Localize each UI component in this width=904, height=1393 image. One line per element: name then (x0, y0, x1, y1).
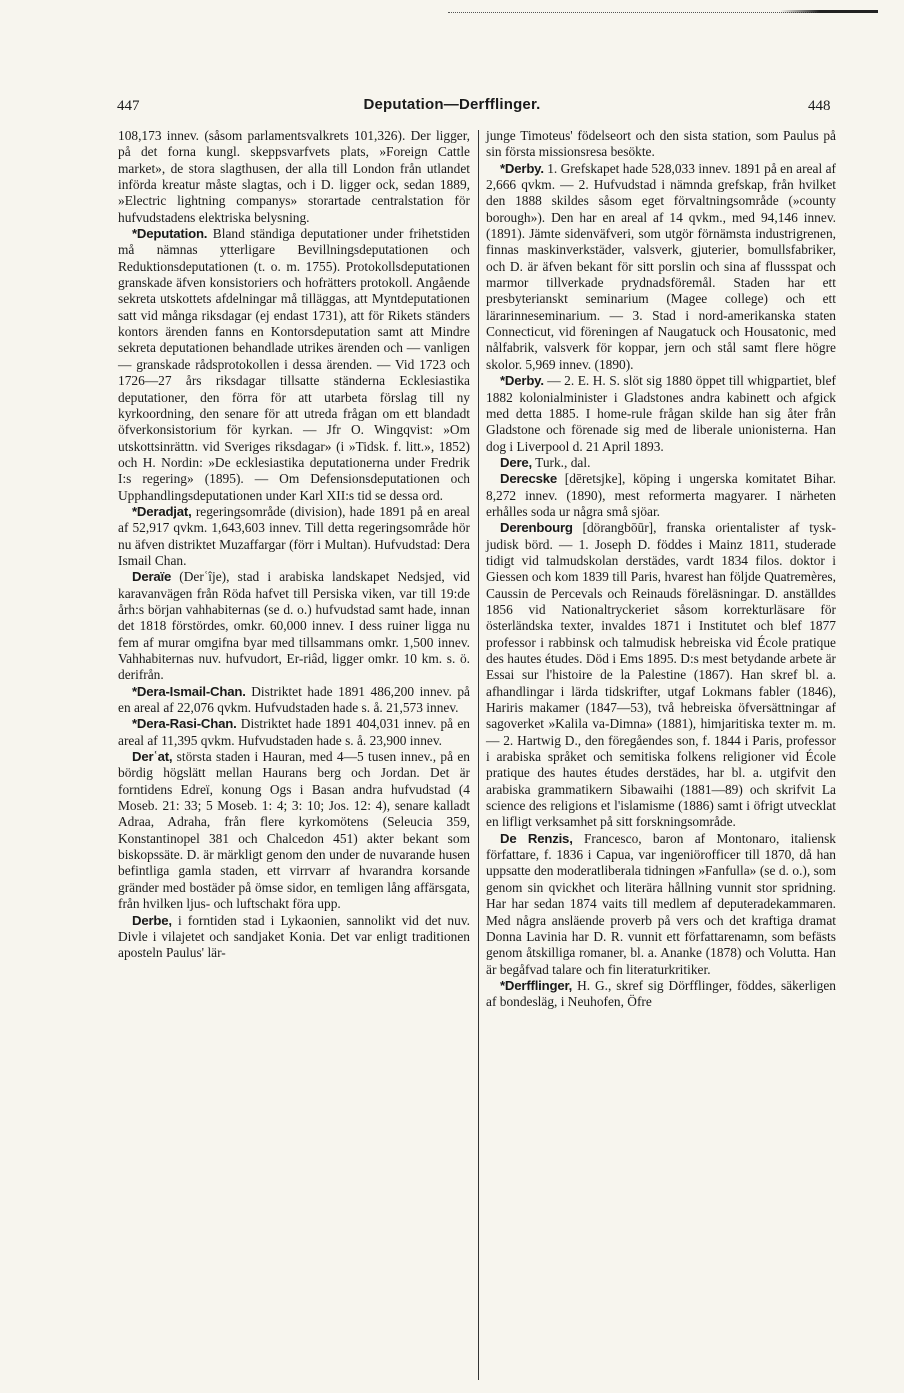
headword: *Derfflinger, (500, 977, 573, 993)
entry-derbe: Derbe, i forntiden stad i Lykaonien, sannolikt vid det nuv. Divle i vilajetet och sandjaket Konia. Det var enligt traditionen aposteln Paulus' lär- (118, 912, 470, 961)
headword: *Dera-Ismail-Chan. (132, 683, 246, 699)
headword: *Derby. (500, 373, 544, 389)
page-number-left: 447 (117, 98, 140, 114)
headword: Derecske (500, 471, 558, 487)
entry-derenbourg: Derenbourg [dörangbōūr], franska orientalister af tysk-judisk börd. — 1. Joseph D. föddes i Mainz 1811, studerade tidigt vid talmudskolan derstädes, vardt 1834 filos. doktor i Giessen och kom 1839 till Paris, hvarest han följde Quatremères, Caussin de Percevals och Reinauds föreläsningar. D. anställdes 1856 vid Nationaltryckeriet såsom korrekturläsare för österländska texter, invaldes 1871 i Institutet och blef 1877 professor i rabbinsk och talmudisk hebreiska vid École pratique des hautes études. Död i Ems 1895. D:s mest betydande arbete är Essai sur l'histoire de la Palestine (1867). Han skref bl. a. afhandlingar i lärda tidskrifter, utgaf Lokmans fabler (1846), Hariris makamer (1847—53), två hebreiska öfversättningar af sagoverket »Kalila va-Dimna» (1881), himjaritiska texter m. m. — 2. Hartwig D., den föregåendes son, f. 1844 i Paris, professor i arabiska språket och semitiska folkens religioner vid École pratique des hautes études derstädes, har bl. a. utgifvit den arabiska grammatikern Sibawaihi (1881—89) och skrifvit La science des religions et l'islamisme (1886) samt i öfrigt utvecklat en lifligt verksamhet på sitt forskningsområde. (486, 520, 836, 830)
entry-derby-2: *Derby. — 2. E. H. S. slöt sig 1880 öppet till whigpartiet, blef 1882 kolonialminister i Gladstones andra kabinett och afgick med detta 1885. I home-rule frågan skilde han sig åter från Gladstone och förenade sig med de liberale unionisterna. Han dog i Liverpool d. 21 April 1893. (486, 373, 836, 454)
headword: *Deputation. (132, 226, 208, 242)
entry-deradjat: *Deradjat, regeringsområde (division), hade 1891 på en areal af 52,917 qvkm. 1,643,603 innev. Till detta regeringsområde hör nu äfven distriktet Muzaffargar (förr i Multan). Hufvudstad: Dera Ismail Chan. (118, 503, 470, 568)
headword: *Deradjat, (132, 503, 192, 519)
entry-dere: Dere, Turk., dal. (500, 454, 591, 470)
right-column (486, 128, 836, 1011)
entry-derby-1: *Derby. 1. Grefskapet hade 528,033 innev. 1891 på en areal af 2,666 qvkm. — 2. Hufvudstad i nämnda grefskap, från hvilket den 1888 skildes såsom eget förvaltningsområde (»county borough»). Den har en areal af 14 qvkm., med 94,146 innev. (1891). Jämte sidenväfveri, som utgör förnämsta industrigrenen, finnas maskinverkstäder, valsverk, gjuterier, bomullsfabriker, och D. är äfven bekant för sitt porslin och sina af flussspat och marmor tillverkade prydnadsföremål. Staden har ett presbyterianskt seminarium (Magee college) och ett lärarinneseminarium. — 3. Stad i nord-amerikanska staten Connecticut, vid föreningen af Naugatuck och Housatonic, med nålfabrik, valsverk för koppar, jern och stål samt flere högre skolor. 5,969 innev. (1890). (486, 160, 836, 372)
entry-de-renzis: De Renzis, Francesco, baron af Montonaro, italiensk författare, f. 1836 i Capua, var ingeniörofficer till 1870, då han uppsatte den moderatliberala tidningen »Fanfulla» (se d. o.), som genom sin qvickhet och literära hållning vunnit stor spridning. Har har sedan 1874 vaits till medlem af deputeradekammaren. Med några ansläende proverb på vers och det kraftiga dramat Donna Lavinia har D. R. vunnit ett författarenamn, som befästs genom åtskilliga romaner, bl. a. Ananke (1878) och Volutta. Han är begåfvad talare och fin literaturkritiker. (486, 830, 836, 977)
entry-continuation: junge Timoteus' födelseort och den sista station, som Paulus på sin första missionsresa besökte. (486, 128, 836, 160)
page-number-right: 448 (808, 98, 831, 114)
entry-dera-ismail-chan: *Dera-Ismail-Chan. Distriktet hade 1891 486,200 innev. på en areal af 22,076 qvkm. Hufvudstaden hade s. å. 21,573 innev. (118, 683, 470, 716)
headword: Dere, (500, 454, 532, 470)
headword: Derbe, (132, 912, 172, 928)
top-edge-scan-mark (780, 10, 878, 13)
headword: *Derby. (500, 160, 544, 176)
headword: Deraïe (132, 569, 172, 585)
entry-continuation: 108,173 innev. (såsom parlamentsvalkrets 101,326). Der ligger, på det forna kungl. skeppsvarfvets plats, »Foreign Cattle market», de stora slagthusen, der alla till London från utlandet införda kreatur måste slagtas, och i D. ligger ock, sedan 1889, »Electric lightning companys» storartade centralstation för hufvudstadens elektriska belysning. (118, 128, 470, 225)
entry-deputation: *Deputation. Bland ständiga deputationer under frihetstiden må nämnas ytterligare Bevillningsdeputationen och Reduktionsdeputationen (t. o. m. 1755). Protokollsdeputationen granskade äfven konsistoriers och hofrätters protokoll. Angående sekreta utskottets afdelningar må tilläggas, att Myntdeputationen satt vid många riksdagar (ej endast 1731), att för Rikets ständers kontors ärenden fanns en Kontorsdeputation samt att Mindre sekreta deputationen behandlade utrikes ärenden och — vanligen — granskade rådsprotokollen i dessa ärenden. — Vid 1723 och 1726—27 års riksdagar tillsatte ständerna Ecklesiastika deputationer, den förra för att utarbeta förslag till ny kyrkoordning, den senare för att utreda frågan om ett blandadt öfverkonsistorium för kyrkan. — Jfr O. Wingqvist: »Om utskottsinrättn. vid Sveriges riksdagar» (i »Tidsk. f. litt.», 1852) och H. Nordin: »De ecklesiastika deputationerna under Fredrik I:s regering» (1895). — Om Defensionsdeputationen och Upphandlingsdeputationen under Karl XII:s tid se dessa ord. (118, 226, 470, 503)
entry-derecske: Derecske [dēretsjke], köping i ungerska komitatet Bihar. 8,272 innev. (1890), mest reformerta magyarer. I närheten erhålles soda ur några små sjöar. (486, 471, 836, 519)
entry-deraie: Deraïe (Derʿîje), stad i arabiska landskapet Nedsjed, vid karavanvägen från Röda hafvet till Persiska viken, var till 19:de årh:s början vahhabiternas (se d. o.) hufvudstad samt hade, innan det 1818 förstördes, omkr. 60,000 innev. I dess ruiner ligga nu fem af murar omgifna byar med tillsammans omkr. 1,500 innev. Vahhabiternas nuv. hufvudort, Er-riâd, ligger omkr. 10 km. s. ö. derifrån. (118, 569, 470, 683)
column-divider (478, 130, 479, 1380)
headword: Derenbourg (500, 520, 573, 536)
running-head: Deputation—Derfflinger. (363, 96, 541, 113)
headword: *Dera-Rasi-Chan. (132, 716, 237, 732)
entry-dera-rasi-chan: *Dera-Rasi-Chan. Distriktet hade 1891 404,031 innev. på en areal af 11,395 qvkm. Hufvudstaden hade s. å. 23,900 innev. (118, 716, 470, 748)
entry-derfflinger: *Derfflinger, H. G., skref sig Dörfflinger, föddes, säkerligen af bondesläg, i Neuhofen, Öfre (486, 977, 836, 1010)
entry-derat: Derʿat, största staden i Hauran, med 4—5 tusen innev., på en bördig högslätt mellan Haurans berg och Jordan. Det är forntidens Edreï, konung Ogs i Basan andra hufvudstad (4 Moseb. 21: 33; 5 Moseb. 1: 4; 3: 10; Jos. 12: 4), senare kalladt Adraa, Adraha, från flere kyrkomötens (Seleucia 359, Konstantinopel 381 och Chalcedon 451) akter bekant som biskopssäte. D. är märkligt genom den under de nuvarande husen befintliga gamla staden, ett virrvarr af hvarandra korsande gränder med bostäder på ömse sidor, en temligen lång affärsgata, från hvilken ljus- och luftschakt föra upp. (118, 749, 470, 912)
headword: De Renzis, (500, 830, 573, 846)
headword: Derʿat, (132, 749, 173, 765)
left-column (118, 128, 470, 962)
